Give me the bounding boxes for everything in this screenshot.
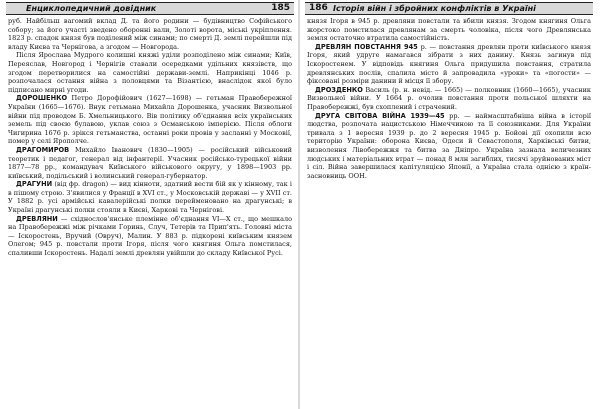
entry-term: ДОРОШЕНКО xyxy=(16,94,68,103)
left-page xyxy=(2,0,298,409)
left-page-number: 185 xyxy=(271,3,290,13)
book-gutter xyxy=(298,0,300,409)
entry-text: Після Ярослава Мудрого колишні княжі уділи розподілено між синами; Київ, Переяслав, Новгород і Чернігів ставали осередками удільних князівств, що згодом перетворилися на самостійні держави-землі. Наприкінці 1046 р. розпочалася остання війна з половцями та Візантією, внаслідок якої було підписано мирні угоди. xyxy=(8,51,292,94)
left-paragraph xyxy=(8,146,292,180)
entry-text: князя Ігоря в 945 р. древляни повстали та вбили князя. Згодом княгиня Ольга жорстоко помстилася древлянам за смерть чоловіка, після чого Древлянська земля остаточно втратила самостійність. xyxy=(307,17,591,43)
right-page-body xyxy=(307,17,591,407)
entry-text: Василь (р. н. невід. — 1665) — полковник (1660—1665), учасник Визвольної війни. У 1664 р. очолив повстання проти польської шляхти на Правобережжі, був схоплений і страчений. xyxy=(307,85,591,111)
entry-term: ДРЕВЛЯН ПОВСТАННЯ 945 xyxy=(315,42,418,51)
entry-term: ДРЕВЛЯНИ xyxy=(16,214,58,223)
left-running-header xyxy=(6,2,294,15)
entry-text: рр. — наймасштабніша війна в історії людства, розпочата нацистською Німеччиною та її союзниками. Для України тривала з 1 вересня 1939 р. до 2 вересня 1945 р. Бойові дії охопили всю територію України: оборона Києва, Одеси й Севастополя, Харківські битви, визволення Лівобережжя та битва за Дніпро. Україна зазнала величезних людських і матеріальних втрат — понад 8 млн загиблих, тисячі зруйнованих міст і сіл. Війна завершилася капітуляцією Японії, а Україна стала однією з країн-засновниць ООН. xyxy=(307,111,592,180)
right-paragraph xyxy=(307,86,591,112)
entry-text: р. — повстання древлян проти київського князя Ігоря, який удруге намагався зібрати з них данину. Князь загинув під Іскоростенем. У відповідь княгиня Ольга придушила повстання, стратила древлянських послів, спалила місто й запровадила «уроки» та «погости» — фіксовані розміри данини й місця її збору. xyxy=(307,42,591,86)
entry-text: Михайло Іванович (1830—1905) — російський військовий теоретик і педагог, генерал від інфантерії. Учасник російсько-турецької війни 1877—78 рр., командувач Київського військового округу, у 1898—1903 рр. київський, подільський і волинський генерал-губернатор. xyxy=(8,145,292,180)
left-paragraph xyxy=(8,180,292,214)
entry-term: ДРАГОМИРОВ xyxy=(16,145,70,154)
right-page-number: 186 xyxy=(309,3,328,13)
entry-term: ДРУГА СВІТОВА ВІЙНА 1939—45 xyxy=(315,111,445,120)
left-paragraph xyxy=(8,51,292,94)
entry-text: (від фр. dragon) — вид кінноти, здатний вести бій як у кінному, так і в пішому строю. З'явилися у Франції в XVI ст., у Московській державі — у XVII ст. У 1882 р. усі армійські кавалерійські полки перейменовано на драгунські; в Україні драгунські полки стояли в Києві, Харкові та Чернігові. xyxy=(8,180,292,215)
entry-text: Петро Дорофійович (1627—1698) — гетьман Правобережної України (1665—1676). Внук гетьмана Михайла Дорошенка, учасник Визвольної війни під проводом Б. Хмельницького. Вів політику об'єднання всіх українських земель під своєю булавою, уклав союз з Османською імперією. Після облоги Чигирина 1676 р. зрікся гетьманства, останні роки провів у засланні у Московії, помер у селі Ярополче. xyxy=(8,94,292,146)
right-running-header xyxy=(305,2,593,15)
entry-text: — східнослов'янське племінне об'єднання VI—X ст., що мешкало на Правобережжі між річками Горинь, Случ, Тетерів та Прип'ять. Головні міста — Іскоростень, Вручий (Овруч), Малин. У 883 р. підкорені київським князем Олегом; 945 р. повстали проти Ігоря, після чого княгиня Ольга помстилася, спаливши Іскоростень. Надалі землі древлян увійшли до складу Київської Русі. xyxy=(8,214,292,258)
left-page-body xyxy=(8,17,292,407)
left-paragraph xyxy=(8,215,292,258)
entry-term: ДРАГУНИ xyxy=(16,180,53,189)
entry-text: руб. Найбільш вагомий вклад Д. та його родини — будівництво Софійського собору; за його участі зведено оборонні вали, Золоті ворота, міські укріплення. 1823 р. спадок князя був поділений між синами; по смерті Д. землі перейшли під владу Києва та Чернігова, а згодом — Новгорода. xyxy=(8,17,292,51)
left-paragraph xyxy=(8,17,292,51)
right-paragraph xyxy=(307,112,591,181)
left-paragraph xyxy=(8,94,292,146)
right-paragraph xyxy=(307,43,591,86)
left-header-title: Енциклопедичний довідник xyxy=(26,4,157,13)
right-page xyxy=(301,0,597,409)
right-paragraph xyxy=(307,17,591,43)
entry-term: ДРОЗДЕНКО xyxy=(315,85,363,94)
right-header-title: Історія війн і збройних конфліктів в Україні xyxy=(333,4,536,13)
